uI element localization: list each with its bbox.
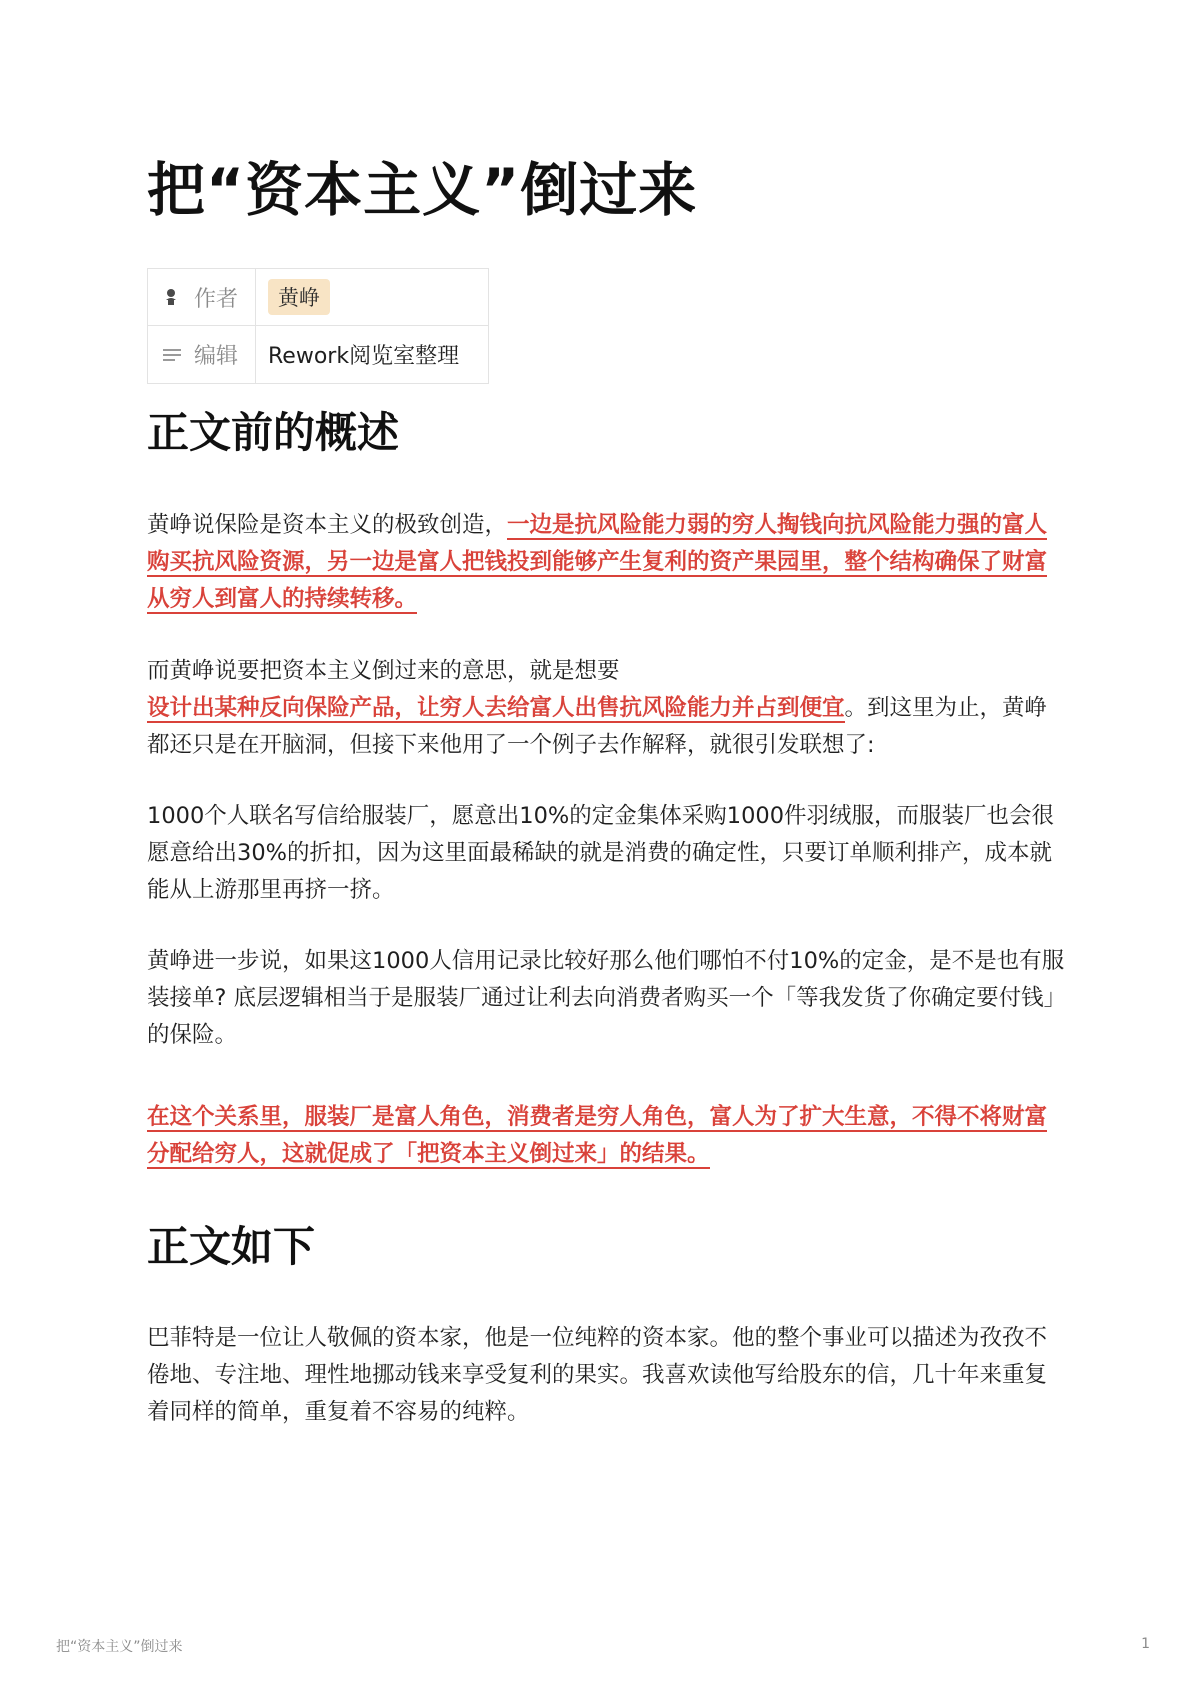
section-heading-main: 正文如下 (147, 1222, 316, 1271)
overview-p1-text: 黄峥说保险是资本主义的极致创造， (147, 512, 508, 538)
properties-table (147, 268, 489, 384)
property-row-editor (148, 326, 488, 383)
property-row-author (148, 269, 488, 326)
text-lines-icon (162, 345, 182, 365)
main-paragraph-1: 巴菲特是一位让人敬佩的资本家，他是一位纯粹的资本家。他的整个事业可以描述为孜孜不倦地、专注地、理性地挪动钱来享受复利的果实。我喜欢读他写给股东的信，几十年来重复着同样的简单，重复着不容易的纯粹。 (147, 1325, 1048, 1425)
overview-paragraph-5 (147, 1099, 1067, 1173)
overview-p1-highlight: 一边是抗风险能力弱的穷人掏钱向抗风险能力强的富人购买抗风险资源，另一边是富人把钱投到能够产生复利的资产果园里，整个结构确保了财富从穷人到富人的持续转移。 (147, 512, 1048, 612)
overview-p2-highlight: 设计出某种反向保险产品，让穷人去给富人出售抗风险能力并占到便宜 (147, 695, 845, 721)
property-key-editor-label: 编辑 (194, 344, 239, 369)
overview-paragraph-2 (147, 653, 1067, 764)
person-icon (162, 287, 182, 307)
property-key-editor (148, 326, 256, 383)
property-value-editor[interactable]: Rework阅览室整理 (268, 344, 460, 369)
page-title: 把“资本主义”倒过来 (147, 156, 698, 224)
footer-title: 把“资本主义”倒过来 (56, 1639, 183, 1655)
section-heading-overview: 正文前的概述 (147, 408, 400, 457)
footer-page-number: 1 (1141, 1636, 1150, 1652)
author-tag[interactable]: 黄峥 (268, 279, 330, 315)
overview-paragraph-3: 1000个人联名写信给服装厂，愿意出10%的定金集体采购1000件羽绒服，而服装厂也会很愿意给出30%的折扣，因为这里面最稀缺的就是消费的确定性，只要订单顺利排产，成本就能从上游那里再挤一挤。 (147, 803, 1055, 903)
overview-p5-highlight: 在这个关系里，服装厂是富人角色，消费者是穷人角色，富人为了扩大生意，不得不将财富分配给穷人，这就促成了「把资本主义倒过来」的结果。 (147, 1104, 1048, 1167)
overview-p2-text-b: 。到这里为止，黄峥都还只是在开脑洞，但接下来他用了一个例子去作解释，就很引发联想了: (147, 695, 1048, 758)
property-key-author (148, 269, 256, 325)
overview-paragraph-1 (147, 507, 1067, 618)
overview-p2-text-a: 而黄峥说要把资本主义倒过来的意思，就是想要 (147, 658, 620, 684)
property-value-author (256, 269, 488, 325)
property-key-author-label: 作者 (194, 286, 239, 312)
overview-paragraph-4: 黄峥进一步说，如果这1000人信用记录比较好那么他们哪怕不付10%的定金，是不是也有服装接单? 底层逻辑相当于是服装厂通过让利去向消费者购买一个「等我发货了你确定要付钱」的保险。 (147, 948, 1067, 1048)
